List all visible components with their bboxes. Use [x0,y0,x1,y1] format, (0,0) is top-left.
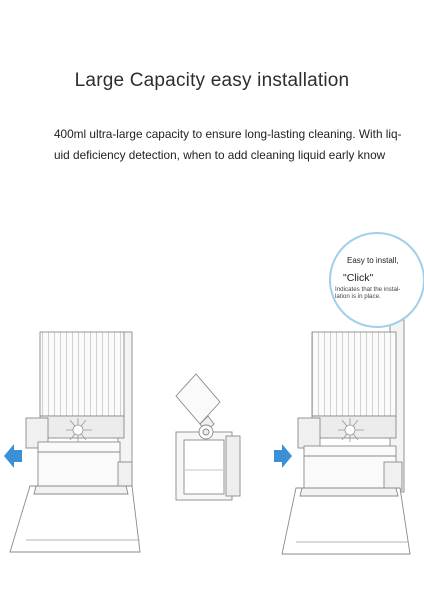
description-line-1: 400ml ultra-large capacity to ensure long-lasting cleaning. With liq- [54,127,402,141]
station-right [282,320,410,554]
callout-line-2: "Click" [343,272,374,284]
arrow-left-icon [4,444,22,468]
description-line-2: uid deficiency detection, when to add cleaning liquid early know [54,148,386,162]
callout-line-1: Easy to install, [347,256,399,265]
page-title: Large Capacity easy installation [74,70,350,91]
click-callout [329,232,424,328]
station-left [10,332,140,552]
liquid-tank-illustration [176,374,240,500]
callout-line-3 [335,286,400,300]
callout-line-3a: Indicates that the instal- [335,286,401,293]
callout-line-3b: lation is in place. [335,293,381,300]
arrow-right-icon [274,444,292,468]
